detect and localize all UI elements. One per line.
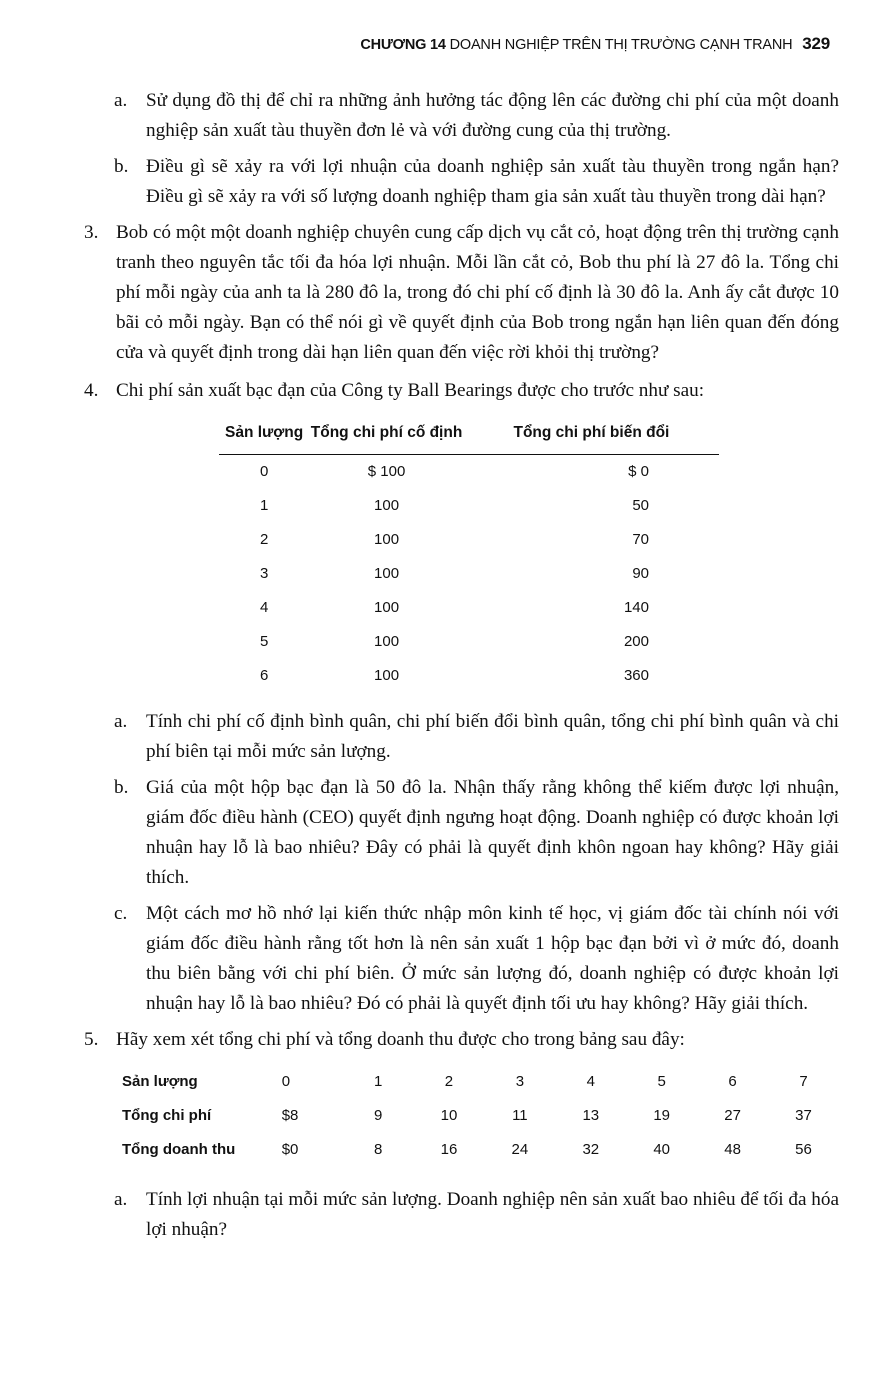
table-cell: 50	[632, 497, 649, 514]
table-row	[219, 557, 719, 591]
question-text: Bob có một một doanh nghiệp chuyên cung cấp dịch vụ cắt cỏ, hoạt động trên thị trường cạnh tranh theo nguyên tắc tối đa hóa lợi nhuận. Mỗi lần cắt cỏ, Bob thu phí là 27 đô la. Tổng chi phí mỗi ngày của anh ta là 280 đô la, trong đó chi phí cố định là 30 đô la. Anh ấy cắt được 10 bãi cỏ mỗi ngày. Bạn có thể nói gì về quyết định của Bob trong ngắn hạn liên quan đến đóng cửa và quyết định trong dài hạn liên quan đến việc rời khỏi thị trường?	[116, 222, 839, 363]
table-row	[219, 455, 719, 490]
subitem-text: Tính chi phí cố định bình quân, chi phí biến đổi bình quân, tổng chi phí bình quân và chi phí biên tại mỗi mức sản lượng.	[146, 711, 839, 762]
running-header	[60, 34, 830, 54]
table-cell: 13	[582, 1107, 600, 1124]
table-cell: 10	[440, 1107, 458, 1124]
q5-subitem-a	[84, 1185, 839, 1245]
table-cell: 100	[374, 633, 400, 650]
question-number: 3.	[84, 222, 99, 243]
table-cell: 1	[259, 497, 269, 514]
table-cell: $0	[281, 1141, 299, 1158]
table-cell: 7	[799, 1073, 808, 1090]
cost-table	[219, 418, 719, 693]
table-cell: 140	[623, 599, 649, 616]
table-cell: 40	[653, 1141, 671, 1158]
table-cell: 19	[653, 1107, 671, 1124]
table-cell: 5	[657, 1073, 666, 1090]
table-cell: 100	[374, 667, 400, 684]
page-body	[84, 86, 839, 1251]
table-row	[219, 523, 719, 557]
table-row	[219, 591, 719, 625]
row-header: Tổng doanh thu	[122, 1141, 236, 1158]
question-5	[84, 1025, 839, 1055]
table-cell: $ 100	[367, 463, 406, 480]
table-cell: 100	[374, 497, 400, 514]
table-cell: 32	[582, 1141, 600, 1158]
table-cell: 0	[281, 1073, 291, 1090]
table-cell: 0	[259, 463, 269, 480]
table-cell: 1	[373, 1073, 383, 1090]
table-row	[219, 625, 719, 659]
table-cell: 37	[795, 1107, 812, 1124]
question-text: Chi phí sản xuất bạc đạn của Công ty Ball Bearings được cho trước như sau:	[116, 380, 705, 401]
table-row	[122, 1133, 839, 1167]
table-cell: 100	[374, 565, 400, 582]
table-cell: 100	[374, 599, 400, 616]
table-cell: 48	[724, 1141, 741, 1158]
table-cell: 5	[259, 633, 269, 650]
row-header: Sản lượng	[122, 1073, 198, 1090]
top-subitem-a	[84, 86, 839, 146]
cost-revenue-table	[122, 1065, 839, 1167]
table-cell: 4	[586, 1073, 595, 1090]
table-row	[122, 1099, 839, 1133]
table-cell: 8	[373, 1141, 383, 1158]
subitem-label: a.	[114, 90, 128, 111]
table-cell: 16	[440, 1141, 458, 1158]
table-cell: $ 0	[628, 463, 649, 480]
table-cell: 2	[444, 1073, 454, 1090]
subitem-text: Giá của một hộp bạc đạn là 50 đô la. Nhận thấy rằng không thể kiếm được lợi nhuận, giám đốc điều hành (CEO) quyết định ngưng hoạt động. Doanh nghiệp có được khoản lợi nhuận hay lỗ là bao nhiêu? Đây có phải là quyết định khôn ngoan hay không? Hãy giải thích.	[146, 777, 839, 888]
question-number: 5.	[84, 1029, 99, 1050]
table-row	[219, 489, 719, 523]
table-row	[122, 1065, 839, 1099]
table-cell: 100	[374, 531, 400, 548]
column-header: Tổng chi phí biến đổi	[464, 418, 719, 455]
subitem-label: b.	[114, 777, 129, 798]
q4-subitem-a	[84, 707, 839, 767]
subitem-label: a.	[114, 711, 128, 732]
table-cell: 360	[623, 667, 649, 684]
page-number: 329	[802, 34, 830, 53]
question-text: Hãy xem xét tổng chi phí và tổng doanh thu được cho trong bảng sau đây:	[116, 1029, 685, 1050]
table-cell: 70	[632, 531, 649, 548]
table-cell: 11	[512, 1107, 528, 1124]
table-row	[219, 659, 719, 693]
question-4	[84, 376, 839, 406]
question-number: 4.	[84, 380, 99, 401]
table-cell: $8	[281, 1107, 299, 1124]
table-cell: 24	[511, 1141, 529, 1158]
table-cell: 3	[515, 1073, 525, 1090]
row-header: Tổng chi phí	[122, 1107, 212, 1124]
subitem-text: Một cách mơ hồ nhớ lại kiến thức nhập môn kinh tế học, vị giám đốc tài chính nói với giám đốc điều hành rằng tốt hơn là nên sản xuất 1 hộp bạc đạn bởi vì ở mức đó, doanh thu biên bằng với chi phí biên. Ở mức sản lượng đó, doanh nghiệp có được khoản lợi nhuận hay lỗ là bao nhiêu? Đó có phải là quyết định tối ưu hay không? Hãy giải thích.	[146, 903, 839, 1014]
top-subitem-b	[84, 152, 839, 212]
chapter-label: CHƯƠNG 14	[360, 37, 446, 53]
question-3	[84, 218, 839, 368]
table-cell: 90	[632, 565, 649, 582]
subitem-text: Tính lợi nhuận tại mỗi mức sản lượng. Doanh nghiệp nên sản xuất bao nhiêu để tối đa hóa lợi nhuận?	[146, 1189, 839, 1240]
table-cell: 4	[259, 599, 269, 616]
table-cell: 56	[795, 1141, 812, 1158]
subitem-text: Sử dụng đồ thị để chỉ ra những ảnh hưởng tác động lên các đường chi phí của một doanh nghiệp sản xuất tàu thuyền đơn lẻ và với đường cung của thị trường.	[146, 90, 839, 141]
column-header: Sản lượng	[219, 418, 309, 455]
column-header: Tổng chi phí cố định	[309, 418, 464, 455]
table-cell: 2	[259, 531, 269, 548]
subitem-label: b.	[114, 156, 129, 177]
table-cell: 200	[623, 633, 649, 650]
subitem-label: a.	[114, 1189, 128, 1210]
table-cell: 9	[373, 1107, 383, 1124]
subitem-text: Điều gì sẽ xảy ra với lợi nhuận của doanh nghiệp sản xuất tàu thuyền trong ngắn hạn? Điều gì sẽ xảy ra với số lượng doanh nghiệp tham gia sản xuất tàu thuyền trong dài hạn?	[146, 156, 839, 207]
table-cell: 6	[728, 1073, 737, 1090]
chapter-title: DOANH NGHIỆP TRÊN THỊ TRƯỜNG CẠNH TRANH	[449, 37, 793, 53]
table-header-row	[219, 418, 719, 455]
subitem-label: c.	[114, 903, 128, 924]
q4-subitem-b	[84, 773, 839, 893]
table-cell: 6	[259, 667, 269, 684]
table-cell: 27	[724, 1107, 741, 1124]
q4-subitem-c	[84, 899, 839, 1019]
table-cell: 3	[259, 565, 269, 582]
